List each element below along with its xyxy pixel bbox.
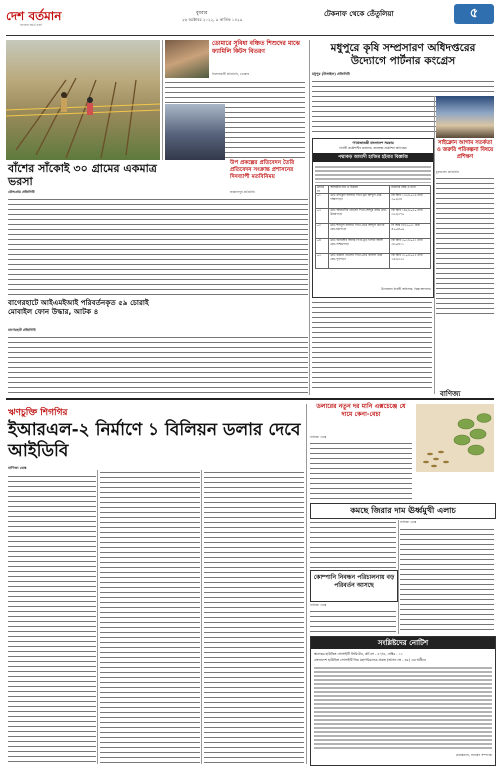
notice-title-bar — [311, 637, 495, 649]
phones-body — [8, 335, 308, 393]
lead-headline: ইআরএল-২ নির্মাণে ১ বিলিয়ন ডলার দেবে আইডিবি — [8, 420, 301, 461]
column-rule-bottom-1 — [97, 470, 98, 764]
th-name: আসামীর নাম ও ঠিকানা — [329, 186, 390, 194]
notice-title: সংশ্লিষ্টদের নোটিশ — [377, 639, 429, 647]
training-headline: উপ প্রকল্পের প্রতিবেদন তৈরি প্রতিবেদন সংক্রান্ত প্রশাসনের দিনব্যাপী মতবিনিময় — [230, 160, 295, 180]
court-notice-org: গণপ্রজাতন্ত্রী বাংলাদেশ সরকার — [352, 141, 394, 145]
family-kit-byline: নিলফামারী প্রতিনিধি, ডোমার — [212, 72, 250, 76]
masthead-logo-tagline: বাংলার সমগ্র খবর — [20, 23, 42, 27]
notice-body — [314, 666, 492, 750]
table-row — [316, 194, 431, 209]
column-rule-bottom-3 — [306, 404, 307, 764]
bamboo-headline: বাঁশের সাঁকোই ৩০ গ্রামের একমাত্র ভরসা — [8, 162, 157, 188]
company-headline-box — [310, 570, 398, 602]
masthead-rule — [6, 35, 494, 36]
row-case: জি আর ১২৩/২০১৯ ধারা ৩০২/৩৪ — [390, 194, 431, 209]
row-case: সি আর ৮৮/২০২১ ধারা ৪২০/৪০৬ — [390, 224, 431, 239]
family-kit-headline: ডোমারে সুবিধা বঞ্চিত শিশুদের মাঝে ফ্যামিলি কিটস বিতরণ — [212, 40, 300, 55]
walton-body — [310, 520, 396, 568]
table-row — [316, 209, 431, 224]
table-row — [316, 224, 431, 239]
row-serial: ০৫ — [316, 254, 329, 269]
dollar-headline: ডলারের নতুন দর মানি এক্সচেঞ্জে যে দামে কেনা-বেচা — [316, 403, 406, 418]
phones-byline: বাগেরহাট প্রতিনিধি — [8, 328, 36, 332]
company-byline: বাণিজ্য ডেস্ক — [310, 603, 327, 607]
masthead-logo: দেশ বর্তমান — [6, 9, 62, 23]
court-notice-office: নির্বাহী প্রকৌশলীর কার্যালয়, জনস্বাস্থ্য প্রকৌশল অধিদপ্তর — [339, 146, 407, 150]
court-notice-title-bar — [313, 153, 433, 162]
row-name: মোঃ জাহাঙ্গীর আলম পিতা-মৃত হাসান আলী গ্রাম-পশ্চিমপাড়া — [329, 239, 390, 254]
madhupur-byline: মধুপুর (টাঙ্গাইল) প্রতিনিধি — [312, 72, 350, 76]
column-rule-bottom-2 — [201, 470, 202, 764]
cumin-headline: কমছে জিরার দাম ঊর্ধ্বমুখী এলাচ — [350, 506, 456, 515]
madhupur-headline: মধুপুরে কৃষি সম্প্রসারণ অধিদপ্তরের উদ্যোগে পার্টনার কংগ্রেস — [330, 42, 476, 67]
lead-kicker: ঋণচুক্তি শিগগির — [8, 408, 68, 418]
row-serial: ০২ — [316, 209, 329, 224]
training-byline: জামালপুর প্রতিনিধি — [230, 190, 255, 194]
row-case: জি আর ১৪৫/২০২০ ধারা ৩২৩/৩৭৯ — [390, 209, 431, 224]
court-notice-intro — [315, 165, 431, 183]
masthead — [6, 8, 494, 34]
court-notice-box — [312, 138, 434, 298]
row-name: মোঃ শহিদুল ইসলাম পিতা-মোঃ আব্দুল কাদের গ্রাম-মধ্যপাড়া — [329, 224, 390, 239]
cyclone-body — [436, 176, 494, 316]
lead-body-col2 — [100, 470, 200, 764]
column-rule-top-2 — [309, 40, 310, 395]
cumin-body — [400, 527, 494, 633]
bamboo-bridge-photo — [6, 40, 160, 160]
masthead-section: টেকনাফ থেকে তেঁতুলিয়া — [324, 10, 394, 18]
row-case: জি আর ২০১/২০২১ ধারা ৩৮০/৪১১ — [390, 239, 431, 254]
court-notice-footer: উপজেলা নির্বাহী অফিসার, বিজ্ঞ আদালত — [381, 287, 431, 291]
tender-extra-body — [312, 300, 432, 392]
page-number-badge — [454, 4, 494, 24]
th-serial: ক্রমিক নং — [316, 186, 329, 194]
row-serial: ০৩ — [316, 224, 329, 239]
cumin-byline: বাণিজ্য ডেস্ক — [400, 520, 417, 524]
bamboo-bridge-illustration — [6, 40, 160, 160]
column-rule-top-3 — [434, 96, 435, 394]
court-notice-title: পদ্মাকড় আমাদী হাজির হইবার বিজ্ঞপ্তি — [338, 155, 408, 160]
lead-byline: বাণিজ্য ডেস্ক — [8, 466, 27, 470]
table-row — [316, 254, 431, 269]
family-kit-photo — [165, 40, 209, 78]
spices-photo — [416, 404, 494, 472]
company-body — [310, 609, 396, 633]
row-name: মোঃ রফিকুল ইসলাম পিতা-মৃত আব্দুল গ্রাম-দক্ষিণপাড়া — [329, 194, 390, 209]
row-name: মোঃ কামাল হোসেন পিতা-মোঃ জলিল মিয়া গ্রাম-পূর্বপাড়া — [329, 254, 390, 269]
notice-line1: স্থানান্তর হাউজিং সোসাইটি লিমিটেড, প্লট নং - ৫০/এ, সেক্টর - ১১ — [314, 652, 403, 656]
dollar-body — [310, 441, 412, 501]
th-case: মামলার নম্বর ও ধারা — [390, 186, 431, 194]
lead-body-col3 — [204, 470, 304, 764]
dollar-byline: বাণিজ্য ডেস্ক — [310, 435, 327, 439]
column-rule-top-1 — [162, 40, 163, 160]
phones-headline: বাগেরহাটে আইএমইআই পরিবর্তনকৃত ৫৯ চোরাই মোবাইল ফোন উদ্ধার, আটক ৪ — [8, 298, 149, 316]
row-name: মোঃ আলমগীর হোসেন পিতা-আব্দুর রহিম গ্রাম-উত্তরপাড়া — [329, 209, 390, 224]
notice-line2: বাংলাদেশ হাউজিং সোসাইটি লিঃ মহাপরিচালক প্রকল্প (আসন নং - ৩৫) এর অধীনে — [314, 658, 426, 662]
masthead-day: বুধবার — [196, 11, 208, 16]
column-rule-bottom-4 — [398, 520, 399, 634]
row-serial: ০১ — [316, 194, 329, 209]
spices-illustration — [416, 404, 494, 472]
row-case: জি আর ৩১০/২০২২ ধারা ১৪৩/৩২৩ — [390, 254, 431, 269]
page-number: ৫ — [469, 6, 479, 21]
cyclone-headline: সাইক্লোন আগাম সতর্কতা ও জরুরি পরিকল্পনা বিষয়ে প্রশিক্ষণ — [436, 140, 494, 160]
section-label: বাণিজ্য — [440, 390, 461, 398]
training-photo — [165, 104, 225, 160]
lead-body-col1 — [8, 474, 96, 764]
cyclone-byline: চুয়াডাঙ্গা প্রতিনিধি — [436, 170, 460, 174]
cumin-headline-box — [310, 503, 496, 519]
table-row — [316, 239, 431, 254]
section-rule — [6, 398, 494, 400]
masthead-date: ২৬ অক্টোবর ২০২২, ৯ কার্তিক ১৪২৯ — [182, 17, 243, 22]
training-body — [232, 197, 308, 297]
notice-sign: চেয়ারম্যান, সাধারণ সম্পাদক — [455, 753, 492, 757]
notice-box — [310, 636, 496, 766]
company-headline: কোম্পানি নিবন্ধন পরিচালনায় বড় পরিবর্তন আসছে — [313, 574, 395, 589]
bamboo-byline: চৌদ্দগ্রাম প্রতিনিধি — [8, 190, 35, 194]
court-notice-table — [315, 185, 431, 269]
cyclone-photo — [436, 96, 494, 138]
row-serial: ০৪ — [316, 239, 329, 254]
